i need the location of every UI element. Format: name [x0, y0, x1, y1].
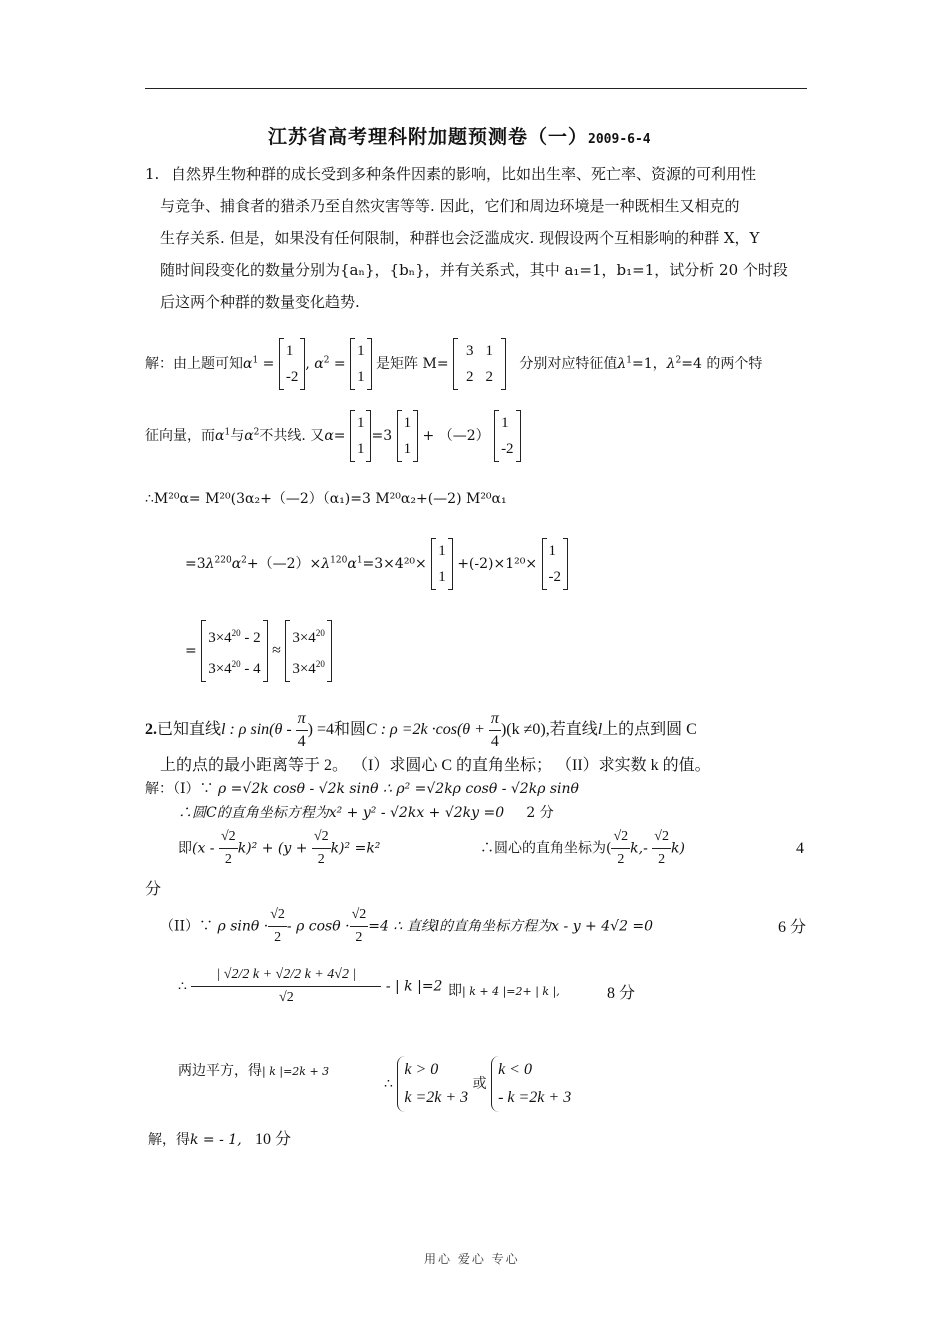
points-8: 8 分 [607, 985, 636, 1002]
solution2-line4-c: - ρ cosθ · [286, 918, 350, 935]
final-text: 解，得 [148, 1132, 190, 1148]
solution2-line3-b: (x - [192, 840, 219, 857]
problem2-stmt-e: )(k ≠0), [500, 721, 550, 739]
header-rule [145, 88, 807, 89]
points-2: 2 分 [526, 805, 554, 821]
approx-sign: ≈ [272, 642, 281, 659]
solution1-intro: 解：由上题可知 [145, 356, 243, 372]
solution1-line-5: = $3\times 4^{20} - 2$ $3\times 4^{20} - 4$ ≈ $3\times 4^{20}$ $3\times 4^{20}$ [185, 620, 332, 682]
solution1-line4-b: +（—2）× [246, 556, 322, 572]
case-1-cond: k > 0 [404, 1061, 439, 1078]
polar-equation: ρ =√2k cosθ - √2k sinθ ∴ ρ² =√2kρ cosθ - √2kρ sinθ [217, 781, 579, 797]
solution2-line-1 [145, 778, 579, 798]
matrix-label: 是矩阵 M= [376, 356, 449, 372]
eigen-1: =1， [631, 356, 667, 372]
distance-denominator: √2 [279, 990, 294, 1005]
solution2-line5-d: | k + 4 |=2+ | k |, [462, 985, 560, 998]
center-text: ∴圆心的直角坐标为( [480, 840, 612, 857]
solution1-line4-d: +(-2)×1²⁰× [457, 556, 538, 572]
case-2 [491, 1056, 571, 1112]
problem2-number: 2. [145, 721, 157, 739]
line-cartesian: =4 ∴ 直线l的直角坐标方程为x - y + 4√2 =0 [368, 918, 654, 935]
solution1-line2-b: 与 [230, 428, 245, 444]
solution2-line3-c: k)² + (y + [237, 840, 312, 857]
case-1 [397, 1056, 468, 1112]
case-2-eq: - k =2k + 3 [498, 1089, 572, 1106]
solution2-line-5 [178, 964, 442, 1009]
solution2-center: ∴圆心的直角坐标为( $\frac{√2}{2}$ k,- $\frac{√2}{2}$ k) [480, 826, 685, 871]
points-4: 4 [796, 840, 804, 857]
square-text: 两边平方，得 [178, 1063, 262, 1079]
problem2-statement-line-1: 2.已知直线l : ρ sin(θ - $\frac{\pi}{4}$ ) =4和圆C : ρ =2k ·cos(θ + $\frac{\pi}{4}$ )(k ≠0),若直线l上的点到圆 C [145, 710, 697, 750]
therefore-sign-2: ∴ [384, 1076, 393, 1092]
or-text: 或 [472, 1076, 487, 1092]
square-eq: | k |=2k + 3 [262, 1065, 330, 1078]
points-6: 6 分 [778, 919, 807, 936]
solution2-line-3: 即(x - $\frac{√2}{2}$ k)² + (y + $\frac{√2}{2}$ k)² =k² [178, 826, 380, 871]
problem2-stmt-h: 上的点到圆 C [602, 721, 697, 739]
solution1-line-3: ∴M²⁰α= M²⁰(3α₂+（—2）（α₁)=3 M²⁰α₂+(—2) M²⁰α₁ [145, 491, 507, 507]
vector-alpha2: 1 1 [350, 338, 372, 390]
document-date: 2009-6-4 [588, 132, 651, 147]
case-system [384, 1056, 571, 1112]
solution2-line5-c: 即 [448, 983, 462, 999]
problem1-line-5: 后这两个种群的数量变化趋势. [160, 293, 360, 311]
vector-alpha: 1 1 [350, 410, 372, 462]
result-vector-exact: $3\times 4^{20} - 2$ $3\times 4^{20} - 4$ [201, 620, 267, 682]
problem2-stmt-a: 已知直线 [157, 721, 222, 739]
eigen-2: =4 的两个特 [681, 356, 763, 372]
solution2-line-2 [178, 802, 554, 822]
page-footer: 用心 爱心 专心 [424, 1252, 520, 1266]
matrix-M: 3 1 2 2 [453, 338, 506, 390]
line-equation: l : ρ sin(θ - [221, 721, 296, 739]
distance-fraction [191, 964, 381, 1009]
circle-cartesian: ∴圆C的直角坐标方程为x² + y² - √2kx + √2ky =0 [178, 805, 505, 821]
vector-1-1: 1 1 [397, 410, 419, 462]
vector-1-neg2-b: 1 -2 [542, 538, 569, 590]
result-vector-approx: $3\times 4^{20}$ $3\times 4^{20}$ [285, 620, 331, 682]
solution1-line4-a: =3 [185, 556, 206, 572]
therefore-sign: ∴ [178, 978, 187, 995]
solution2-part2: （II）∵ [160, 918, 214, 935]
final-answer: k = - 1, [190, 1132, 242, 1148]
problem1-line-3: 生存关系. 但是，如果没有任何限制，种群也会泛滥成灾. 现假设两个互相影响的种群 X，Y [160, 229, 760, 247]
problem2-stmt-c: ) =4和圆 [307, 721, 367, 739]
case-1-eq: k =2k + 3 [404, 1089, 469, 1106]
problem1-line-2: 与竞争、捕食者的猎杀乃至自然灾害等等. 因此，它们和周边环境是一种既相生又相克的 [160, 197, 740, 215]
solution2-line-5b [448, 980, 560, 1000]
solution1-line2-a: 征向量，而 [145, 428, 215, 444]
eigen-text: 分别对应特征值 [519, 356, 618, 372]
points-4-unit: 分 [145, 881, 162, 898]
solution1-line-4: $=3\lambda^{220}\alpha^2+(—2)\times\lambda^{120}\alpha^1=3\times 4^{20}\times$ 1 1 +(-2)×1²⁰× 1 -2 [185, 538, 568, 590]
document-title: 江苏省高考理科附加题预测卷（一） [268, 126, 589, 148]
problem1-line-1: 自然界生物种群的成长受到多种条件因素的影响，比如出生率、死亡率、资源的可利用性 [171, 165, 757, 183]
distance-eq: - | k |=2 [385, 978, 443, 995]
problem1-line-4: 随时间段变化的数量分别为{aₙ}，{bₙ}，并有关系式，其中 a₁=1，b₁=1，试分析 20 个时段 [160, 261, 788, 279]
solution2-line4-b: ρ sinθ · [217, 918, 269, 935]
vector-1-1-b: 1 1 [431, 538, 453, 590]
problem2-statement-line-2: 上的点的最小距离等于 2。 （I）求圆心 C 的直角坐标； （II）求实数 k 的值。 [160, 757, 711, 774]
center-end: k) [670, 840, 685, 857]
distance-numerator: | √2/2 k + √2/2 k + 4√2 | [191, 964, 381, 987]
problem2-stmt-g: l [597, 721, 603, 739]
points-10: 10 分 [255, 1131, 292, 1148]
solution2-line-4: （II）∵ ρ sinθ · $\frac{√2}{2}$ - ρ cosθ · $\frac{√2}{2}$ =4 ∴ 直线l的直角坐标方程为x - y + 4√2 =0 [160, 904, 653, 949]
solution2-line-6 [178, 1060, 329, 1080]
solution2-line3-a: 即 [178, 840, 192, 857]
solution2-intro: 解：（I）∵ [145, 781, 214, 797]
circle-equation: C : ρ =2k ·cos(θ + [366, 721, 489, 739]
center-mid: k,- [630, 840, 653, 857]
case-2-cond: k < 0 [498, 1061, 532, 1078]
solution1-line-1: 解：由上题可知$\alpha^1$ = 1 -2 , $\alpha^2$ = 1 1 是矩阵 M= 3 1 2 2 分别对应特征值$\lambda^1=1$，$\lambda^2=4$ 的两个特 [145, 338, 762, 390]
problem2-stmt-f: 若直线 [549, 721, 598, 739]
solution2-line3-d: k)² =k² [330, 840, 381, 857]
solution2-line-7 [148, 1126, 291, 1149]
solution1-line2-c: 不共线. 又 [259, 428, 325, 444]
vector-1-neg2: 1 -2 [494, 410, 521, 462]
problem1-number: 1. [145, 165, 160, 183]
document-title-block [268, 122, 651, 149]
solution1-line4-c: =3×4²⁰× [362, 556, 427, 572]
vector-alpha1: 1 -2 [279, 338, 306, 390]
solution1-line-2: 征向量，而$\alpha^1$与$\alpha^2$不共线. 又α= 1 1 =3 1 1 + （—2） 1 -2 [145, 410, 521, 462]
